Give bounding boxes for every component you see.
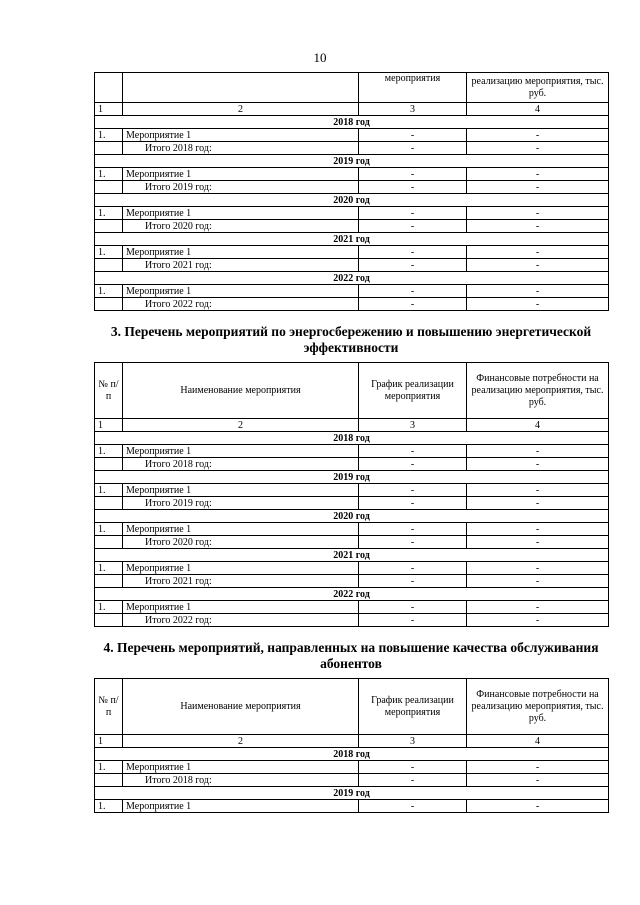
- row-item: Мероприятие 1: [123, 523, 359, 536]
- total-schedule: -: [359, 181, 467, 194]
- total-finance: -: [467, 497, 609, 510]
- row-total: Итого 2019 год:: [123, 497, 359, 510]
- row-total: Итого 2021 год:: [123, 575, 359, 588]
- row-finance: -: [467, 129, 609, 142]
- row-num: 1.: [95, 129, 123, 142]
- year-row: 2019 год: [95, 471, 609, 484]
- header-cell-1: [95, 73, 123, 103]
- year-row: 2021 год: [95, 233, 609, 246]
- header-num: № п/п: [95, 363, 123, 419]
- row-item: Мероприятие 1: [123, 168, 359, 181]
- total-schedule: -: [359, 536, 467, 549]
- header-cell-2: [123, 73, 359, 103]
- total-schedule: -: [359, 259, 467, 272]
- total-row: [95, 774, 609, 787]
- row-num: 1.: [95, 484, 123, 497]
- year-row: 2022 год: [95, 272, 609, 285]
- row-finance: -: [467, 484, 609, 497]
- header-col3: мероприятия: [359, 73, 467, 103]
- year-row: 2019 год: [95, 787, 609, 800]
- total-schedule: -: [359, 298, 467, 311]
- total-row: [95, 575, 609, 588]
- row-finance: -: [467, 761, 609, 774]
- row-num: 1.: [95, 761, 123, 774]
- row-total: Итого 2022 год:: [123, 298, 359, 311]
- total-finance: -: [467, 298, 609, 311]
- section-4-title: 4. Перечень мероприятий, направленных на повышение качества обслуживания абонентов: [103, 640, 599, 671]
- table-section-3: [94, 362, 609, 627]
- total-schedule: -: [359, 220, 467, 233]
- row-item: Мероприятие 1: [123, 445, 359, 458]
- row-num: 1.: [95, 246, 123, 259]
- row-item: Мероприятие 1: [123, 129, 359, 142]
- table-1: [94, 72, 609, 311]
- row-total: Итого 2020 год:: [123, 536, 359, 549]
- row-item: Мероприятие 1: [123, 484, 359, 497]
- table-row: [95, 168, 609, 181]
- table-row: [95, 285, 609, 298]
- row-item: Мероприятие 1: [123, 246, 359, 259]
- header-name: Наименование мероприятия: [123, 679, 359, 735]
- col-num-1: 1: [95, 419, 123, 432]
- col-num-4: 4: [467, 735, 609, 748]
- table-row: [95, 246, 609, 259]
- year-row: 2022 год: [95, 588, 609, 601]
- header-finance: Финансовые потребности на реализацию мероприятия, тыс. руб.: [467, 363, 609, 419]
- col-num-2: 2: [123, 735, 359, 748]
- row-total: Итого 2019 год:: [123, 181, 359, 194]
- total-row: [95, 220, 609, 233]
- total-finance: -: [467, 458, 609, 471]
- table-row: [95, 484, 609, 497]
- total-schedule: -: [359, 575, 467, 588]
- total-schedule: -: [359, 774, 467, 787]
- row-item: Мероприятие 1: [123, 800, 359, 813]
- header-finance: Финансовые потребности на реализацию мероприятия, тыс. руб.: [467, 679, 609, 735]
- header-name: Наименование мероприятия: [123, 363, 359, 419]
- row-num: 1.: [95, 285, 123, 298]
- col-num-3: 3: [359, 735, 467, 748]
- row-num: 1.: [95, 562, 123, 575]
- row-item: Мероприятие 1: [123, 601, 359, 614]
- total-row: [95, 298, 609, 311]
- table-header-row: [95, 73, 609, 103]
- row-num: 1.: [95, 800, 123, 813]
- table-row: [95, 445, 609, 458]
- row-total: Итого 2020 год:: [123, 220, 359, 233]
- row-total: Итого 2018 год:: [123, 142, 359, 155]
- column-number-row: [95, 419, 609, 432]
- row-finance: -: [467, 168, 609, 181]
- total-schedule: -: [359, 458, 467, 471]
- row-schedule: -: [359, 800, 467, 813]
- row-finance: -: [467, 601, 609, 614]
- table-row: [95, 207, 609, 220]
- row-schedule: -: [359, 523, 467, 536]
- row-num: 1.: [95, 445, 123, 458]
- row-total: Итого 2022 год:: [123, 614, 359, 627]
- year-row: 2021 год: [95, 549, 609, 562]
- row-item: Мероприятие 1: [123, 207, 359, 220]
- page-number: 10: [313, 50, 327, 65]
- total-row: [95, 536, 609, 549]
- row-finance: -: [467, 246, 609, 259]
- row-schedule: -: [359, 129, 467, 142]
- total-finance: -: [467, 181, 609, 194]
- row-finance: -: [467, 445, 609, 458]
- row-item: Мероприятие 1: [123, 285, 359, 298]
- total-finance: -: [467, 142, 609, 155]
- header-schedule: График реализации мероприятия: [359, 679, 467, 735]
- total-finance: -: [467, 536, 609, 549]
- total-finance: -: [467, 614, 609, 627]
- row-schedule: -: [359, 761, 467, 774]
- column-number-row: [95, 103, 609, 116]
- row-schedule: -: [359, 562, 467, 575]
- row-total: Итого 2018 год:: [123, 458, 359, 471]
- col-num-2: 2: [123, 419, 359, 432]
- total-schedule: -: [359, 497, 467, 510]
- row-item: Мероприятие 1: [123, 562, 359, 575]
- col-num-1: 1: [95, 103, 123, 116]
- row-finance: -: [467, 285, 609, 298]
- table-row: [95, 800, 609, 813]
- row-finance: -: [467, 523, 609, 536]
- row-schedule: -: [359, 168, 467, 181]
- year-row: 2018 год: [95, 116, 609, 129]
- row-schedule: -: [359, 601, 467, 614]
- row-num: 1.: [95, 168, 123, 181]
- total-row: [95, 259, 609, 272]
- row-total: Итого 2021 год:: [123, 259, 359, 272]
- row-schedule: -: [359, 207, 467, 220]
- header-schedule: График реализации мероприятия: [359, 363, 467, 419]
- year-row: 2019 год: [95, 155, 609, 168]
- total-finance: -: [467, 774, 609, 787]
- total-row: [95, 614, 609, 627]
- row-num: 1.: [95, 207, 123, 220]
- table-header-row: [95, 363, 609, 419]
- year-row: 2018 год: [95, 748, 609, 761]
- col-num-3: 3: [359, 103, 467, 116]
- row-item: Мероприятие 1: [123, 761, 359, 774]
- total-finance: -: [467, 259, 609, 272]
- table-row: [95, 562, 609, 575]
- row-schedule: -: [359, 445, 467, 458]
- col-num-2: 2: [123, 103, 359, 116]
- row-finance: -: [467, 207, 609, 220]
- row-schedule: -: [359, 285, 467, 298]
- section-3-title: 3. Перечень мероприятий по энергосбережению и повышению энергетической эффективности: [110, 324, 592, 355]
- table-row: [95, 601, 609, 614]
- row-num: 1.: [95, 601, 123, 614]
- col-num-3: 3: [359, 419, 467, 432]
- table-row: [95, 761, 609, 774]
- header-col4: реализацию мероприятия, тыс. руб.: [467, 73, 609, 103]
- table-row: [95, 129, 609, 142]
- year-row: 2020 год: [95, 510, 609, 523]
- total-schedule: -: [359, 142, 467, 155]
- total-finance: -: [467, 220, 609, 233]
- total-schedule: -: [359, 614, 467, 627]
- table-section-4: [94, 678, 609, 813]
- column-number-row: [95, 735, 609, 748]
- total-row: [95, 142, 609, 155]
- row-finance: -: [467, 800, 609, 813]
- table-header-row: [95, 679, 609, 735]
- total-row: [95, 181, 609, 194]
- row-finance: -: [467, 562, 609, 575]
- year-row: 2020 год: [95, 194, 609, 207]
- total-row: [95, 458, 609, 471]
- header-num: № п/п: [95, 679, 123, 735]
- row-total: Итого 2018 год:: [123, 774, 359, 787]
- col-num-4: 4: [467, 419, 609, 432]
- row-num: 1.: [95, 523, 123, 536]
- col-num-1: 1: [95, 735, 123, 748]
- row-schedule: -: [359, 484, 467, 497]
- row-schedule: -: [359, 246, 467, 259]
- total-row: [95, 497, 609, 510]
- table-row: [95, 523, 609, 536]
- year-row: 2018 год: [95, 432, 609, 445]
- total-finance: -: [467, 575, 609, 588]
- col-num-4: 4: [467, 103, 609, 116]
